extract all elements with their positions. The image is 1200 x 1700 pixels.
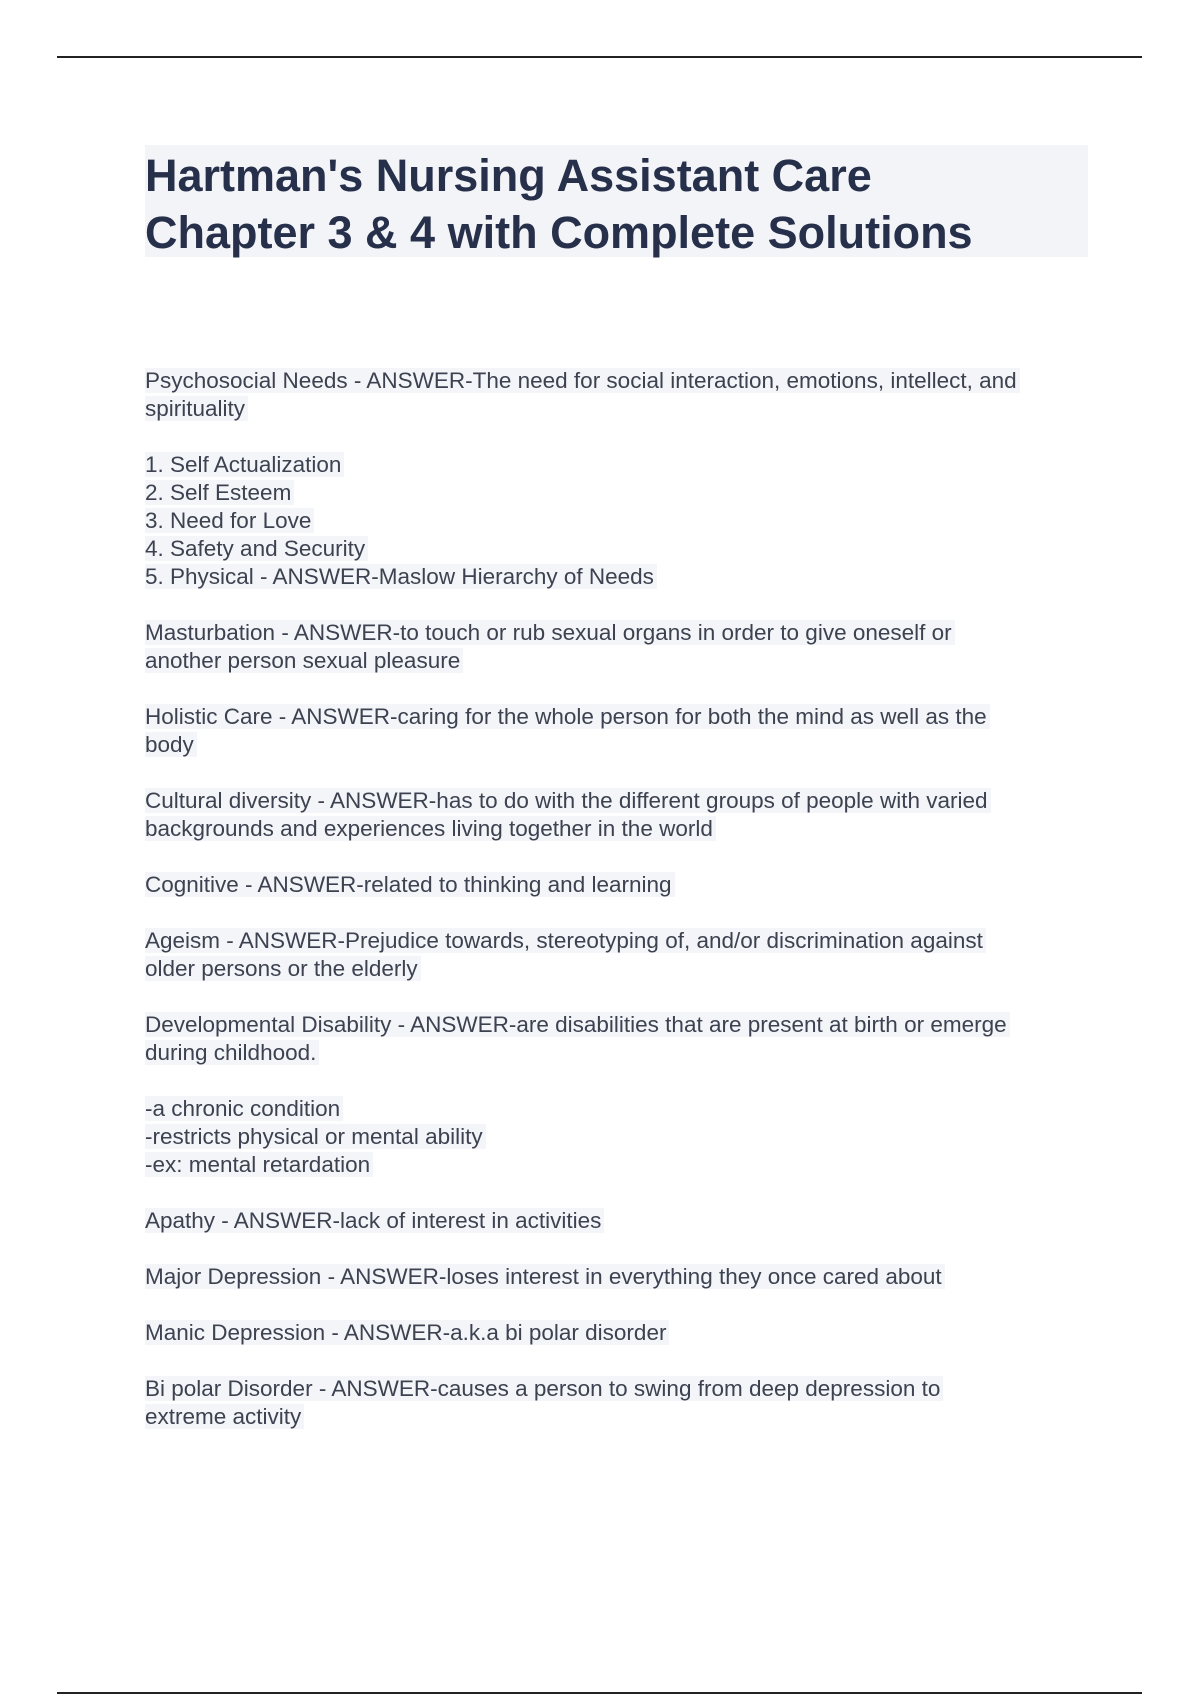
entry-bipolar-disorder [145,1375,1095,1431]
entry-line: older persons or the elderly [145,956,421,981]
entry-psychosocial-needs [145,367,1095,423]
document-title [145,145,1088,257]
entry-line: Cultural diversity - ANSWER-has to do with the different groups of people with varied [145,788,991,813]
title-line-1: Hartman's Nursing Assistant Care [145,150,872,201]
entry-line: 5. Physical - ANSWER-Maslow Hierarchy of Needs [145,564,657,589]
entry-line: Holistic Care - ANSWER-caring for the whole person for both the mind as well as the [145,704,990,729]
entry-line: Major Depression - ANSWER-loses interest in everything they once cared about [145,1264,945,1289]
entry-line: another person sexual pleasure [145,648,463,673]
entry-maslow-hierarchy [145,451,1095,591]
entry-chronic-condition-notes [145,1095,1095,1179]
entry-line: Masturbation - ANSWER-to touch or rub sexual organs in order to give oneself or [145,620,955,645]
entry-line: 2. Self Esteem [145,480,294,505]
entry-line: Bi polar Disorder - ANSWER-causes a person to swing from deep depression to [145,1376,943,1401]
entry-line: Manic Depression - ANSWER-a.k.a bi polar disorder [145,1320,669,1345]
top-rule [57,56,1142,58]
entry-holistic-care [145,703,1095,759]
entry-line: 1. Self Actualization [145,452,344,477]
entry-line: extreme activity [145,1404,304,1429]
entry-cultural-diversity [145,787,1095,843]
entry-line: 4. Safety and Security [145,536,368,561]
bottom-rule [57,1692,1142,1694]
entry-developmental-disability [145,1011,1095,1067]
entry-line: Cognitive - ANSWER-related to thinking and learning [145,872,675,897]
entry-masturbation [145,619,1095,675]
entry-cognitive [145,871,1095,899]
entry-ageism [145,927,1095,983]
flashcard-list [145,367,1095,1459]
entry-line: Ageism - ANSWER-Prejudice towards, stereotyping of, and/or discrimination against [145,928,986,953]
entry-line: Developmental Disability - ANSWER-are disabilities that are present at birth or emerge [145,1012,1010,1037]
entry-major-depression [145,1263,1095,1291]
entry-line: 3. Need for Love [145,508,314,533]
entry-line: backgrounds and experiences living together in the world [145,816,716,841]
entry-line: Psychosocial Needs - ANSWER-The need for social interaction, emotions, intellect, and [145,368,1020,393]
entry-apathy [145,1207,1095,1235]
entry-line: spirituality [145,396,248,421]
title-line-2: Chapter 3 & 4 with Complete Solutions [145,207,973,258]
entry-line: -restricts physical or mental ability [145,1124,486,1149]
entry-line: -ex: mental retardation [145,1152,373,1177]
entry-line: during childhood. [145,1040,319,1065]
entry-line: body [145,732,197,757]
entry-line: Apathy - ANSWER-lack of interest in activities [145,1208,604,1233]
entry-manic-depression [145,1319,1095,1347]
entry-line: -a chronic condition [145,1096,343,1121]
